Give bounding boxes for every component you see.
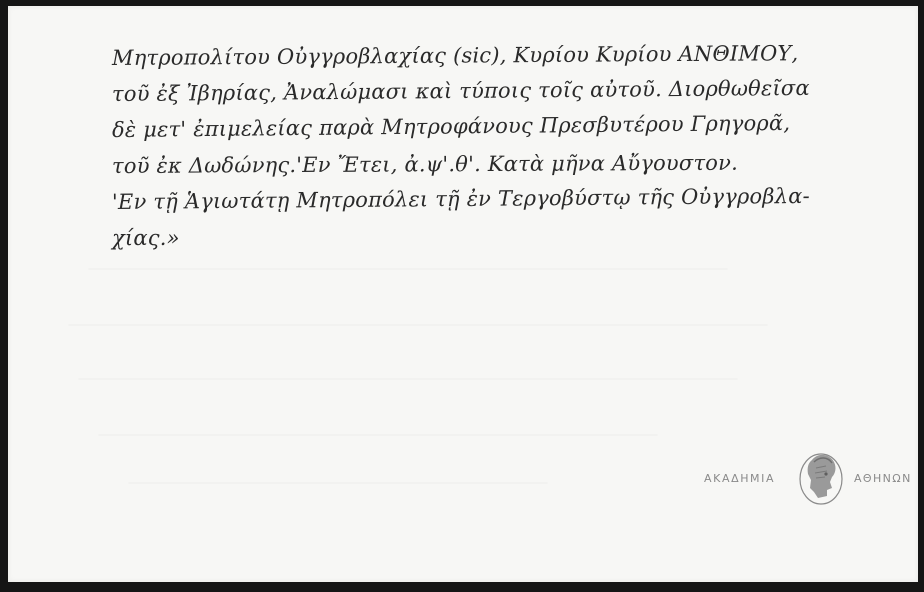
bleed-through-line [68,324,768,326]
bleed-through-line [88,268,728,270]
handwritten-line: χίας.» [112,226,180,250]
handwritten-line: δὲ μετ' ἐπιμελείας παρὰ Μητροφάνους Πρεσβυτέρου Γρηγορᾶ, [111,110,791,142]
bleed-through-line [128,482,548,484]
handwritten-note [112,40,912,256]
bleed-through-line [78,378,738,380]
handwritten-line: τοῦ ἐκ Δωδώνης.'Εν Ἔτει, ἀ.ψ'.θ'. Κατὰ μῆνα Αὔγουστον. [111,150,738,178]
athena-head-icon [796,448,846,508]
handwritten-line: Μητροπολίτου Οὐγγροβλαχίας (sic), Κυρίου Κυρίου ΑΝΘΙΜΟΥ, [111,41,799,70]
stamp-left-text: ΑΚΑΔΗΜΙΑ [704,472,776,485]
stamp-right-text: ΑΘΗΝΩΝ [854,472,912,485]
academy-stamp [704,448,924,514]
handwritten-line: τοῦ ἐξ Ἰβηρίας, Ἀναλώμασι καὶ τύποις τοῖς αὐτοῦ. Διορθωθεῖσα [111,75,810,106]
bleed-through-line [98,434,658,436]
index-card [8,6,918,582]
handwritten-line: 'Εν τῇ Ἁγιωτάτῃ Μητροπόλει τῇ ἐν Τεργοβύστῳ τῆς Οὐγγροβλα- [111,183,810,214]
